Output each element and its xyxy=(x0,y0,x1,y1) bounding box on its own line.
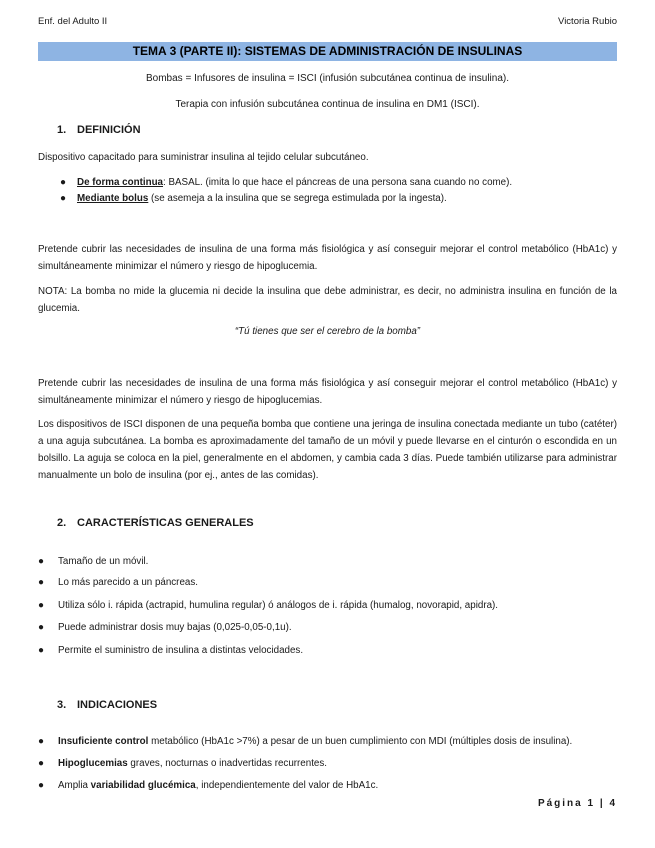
item-text: Utiliza sólo i. rápida (actrapid, humulina regular) ó análogos de i. rápida (humalog, novorapid, apidra). xyxy=(58,600,499,611)
bullet-icon: ● xyxy=(38,736,45,747)
item-text: (se asemeja a la insulina que se segrega estimulada por la ingesta). xyxy=(148,193,447,204)
bold-term: Hipoglucemias xyxy=(58,758,128,769)
item-text: metabólico (HbA1c >7%) a pesar de un buen cumplimiento con MDI (múltiples dosis de insulina). xyxy=(148,736,573,747)
bullet-icon: ● xyxy=(38,780,45,791)
page-number: 1 xyxy=(587,798,596,809)
bullet-icon: ● xyxy=(38,577,45,588)
section-heading-caracteristicas xyxy=(57,517,254,529)
bullet-icon: ● xyxy=(38,622,45,633)
section-title: INDICACIONES xyxy=(77,699,158,711)
item-text: graves, nocturnas o inadvertidas recurrentes. xyxy=(127,758,327,769)
section-number: 3. xyxy=(57,699,67,711)
bullet-icon: ● xyxy=(38,645,45,656)
item-prefix: Amplia xyxy=(58,780,91,791)
bullet-icon: ● xyxy=(38,600,45,611)
paragraph-objective-repeat: Pretende cubrir las necesidades de insulina de una forma más fisiológica y así conseguir mejorar el control metabólico (HbA1c) y simultáneamente minimizar el número y riesgo de hipoglucemias. xyxy=(38,378,617,406)
item-text: : BASAL. (imita lo que hace el páncreas de una persona sana cuando no come). xyxy=(163,177,513,188)
bullet-icon: ● xyxy=(38,758,45,769)
bold-term: variabilidad glucémica xyxy=(90,780,196,791)
bold-term: De forma continua xyxy=(77,177,164,188)
bullet-icon: ● xyxy=(38,556,45,567)
bold-term: Mediante bolus xyxy=(77,193,149,204)
item-text: Lo más parecido a un páncreas. xyxy=(58,577,198,588)
page-footer xyxy=(538,798,617,809)
section-title: DEFINICIÓN xyxy=(77,124,141,136)
section-title: CARACTERÍSTICAS GENERALES xyxy=(77,517,254,529)
paragraph-objective: Pretende cubrir las necesidades de insulina de una forma más fisiológica y así conseguir mejorar el control metabólico (HbA1c) y simultáneamente minimizar el número y riesgo de hipoglucemia. xyxy=(38,244,617,272)
paragraph-nota: NOTA: La bomba no mide la glucemia ni decide la insulina que debe administrar, es decir, no administra insulina en función de la glucemia. xyxy=(38,286,617,314)
document-title: TEMA 3 (PARTE II): SISTEMAS DE ADMINISTRACIÓN DE INSULINAS xyxy=(38,42,617,61)
page-separator: | xyxy=(595,798,610,809)
section-number: 1. xyxy=(57,124,67,136)
item-text: Permite el suministro de insulina a distintas velocidades. xyxy=(58,645,304,656)
item-text: Puede administrar dosis muy bajas (0,025-0,05-0,1u). xyxy=(58,622,292,633)
subtitle-1: Bombas = Infusores de insulina = ISCI (infusión subcutánea continua de insulina). xyxy=(146,73,509,84)
bold-term: Insuficiente control xyxy=(58,736,149,747)
header-course: Enf. del Adulto II xyxy=(38,16,108,27)
subtitle-2: Terapia con infusión subcutánea continua de insulina en DM1 (ISCI). xyxy=(175,99,480,110)
section-heading-definicion xyxy=(57,124,141,136)
page-total: 4 xyxy=(609,798,617,809)
page-label: Página xyxy=(537,798,588,809)
bullet-icon: ● xyxy=(60,193,67,204)
item-text: Tamaño de un móvil. xyxy=(58,556,149,567)
bullet-icon: ● xyxy=(60,177,67,188)
definition-intro: Dispositivo capacitado para suministrar insulina al tejido celular subcutáneo. xyxy=(38,152,369,163)
section-heading-indicaciones xyxy=(57,699,157,711)
item-text: , independientemente del valor de HbA1c. xyxy=(195,780,379,791)
quote: “Tú tienes que ser el cerebro de la bomba” xyxy=(234,326,421,337)
paragraph-device-description: Los dispositivos de ISCI disponen de una pequeña bomba que contiene una jeringa de insulina conectada mediante un tubo (catéter) a una aguja subcutánea. La bomba es aproximadamente del tamaño de un móvil y puede llevarse en el cinturón o escondida en un bolsillo. La aguja se coloca en la piel, generalmente en el abdomen, y cambia cada 3 días. Puede también utilizarse para administrar manualmente un bolo de insulina (por ej., antes de las comidas). xyxy=(38,419,617,481)
header-author: Victoria Rubio xyxy=(558,16,617,27)
section-number: 2. xyxy=(57,517,67,529)
